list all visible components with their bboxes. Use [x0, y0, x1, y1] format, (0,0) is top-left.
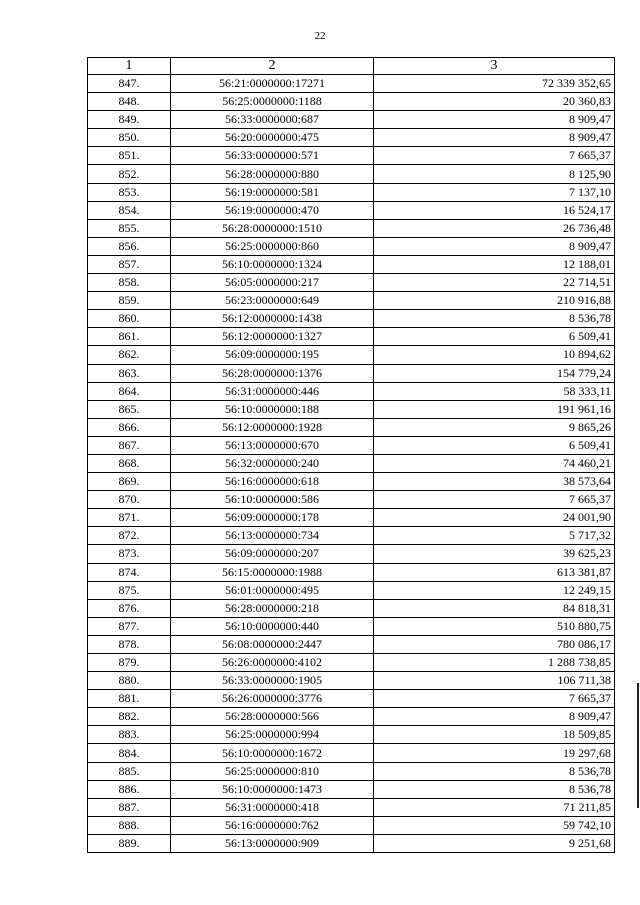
- row-number: 864.: [88, 382, 171, 400]
- table-row: [88, 418, 615, 436]
- cadastral-value: 19 297,68: [374, 744, 615, 762]
- cadastral-value: 74 460,21: [374, 454, 615, 472]
- table-row: [88, 780, 615, 798]
- cadastral-value: 6 509,41: [374, 328, 615, 346]
- table-row: [88, 834, 615, 852]
- cadastral-value: 7 665,37: [374, 147, 615, 165]
- cadastral-number: 56:26:0000000:3776: [171, 690, 374, 708]
- table-row: [88, 527, 615, 545]
- cadastral-value: 106 711,38: [374, 672, 615, 690]
- cadastral-value: 38 573,64: [374, 473, 615, 491]
- column-header-2: 2: [171, 58, 374, 75]
- cadastral-number: 56:09:0000000:195: [171, 346, 374, 364]
- cadastral-value: 780 086,17: [374, 635, 615, 653]
- row-number: 865.: [88, 400, 171, 418]
- cadastral-number: 56:33:0000000:571: [171, 147, 374, 165]
- cadastral-number: 56:01:0000000:495: [171, 581, 374, 599]
- cadastral-value: 613 381,87: [374, 563, 615, 581]
- table-row: [88, 400, 615, 418]
- cadastral-value: 18 509,85: [374, 726, 615, 744]
- row-number: 847.: [88, 75, 171, 93]
- table-row: [88, 816, 615, 834]
- table-row: [88, 726, 615, 744]
- row-number: 867.: [88, 436, 171, 454]
- cadastral-value: 12 249,15: [374, 581, 615, 599]
- table-row: [88, 798, 615, 816]
- cadastral-number: 56:10:0000000:188: [171, 400, 374, 418]
- row-number: 881.: [88, 690, 171, 708]
- table-row: [88, 744, 615, 762]
- cadastral-value: 7 665,37: [374, 690, 615, 708]
- cadastral-value: 210 916,88: [374, 292, 615, 310]
- cadastral-number: 56:10:0000000:1473: [171, 780, 374, 798]
- table-row: [88, 454, 615, 472]
- table-row: [88, 672, 615, 690]
- row-number: 853.: [88, 183, 171, 201]
- cadastral-number: 56:28:0000000:566: [171, 708, 374, 726]
- row-number: 874.: [88, 563, 171, 581]
- table-row: [88, 617, 615, 635]
- row-number: 863.: [88, 364, 171, 382]
- row-number: 852.: [88, 165, 171, 183]
- row-number: 888.: [88, 816, 171, 834]
- cadastral-number: 56:21:0000000:17271: [171, 75, 374, 93]
- table-row: [88, 183, 615, 201]
- table-row: [88, 310, 615, 328]
- column-header-1: 1: [88, 58, 171, 75]
- cadastral-value: 9 251,68: [374, 834, 615, 852]
- cadastral-value: 191 961,16: [374, 400, 615, 418]
- table-row: [88, 509, 615, 527]
- table-row: [88, 129, 615, 147]
- row-number: 849.: [88, 111, 171, 129]
- cadastral-value: 8 909,47: [374, 237, 615, 255]
- row-number: 871.: [88, 509, 171, 527]
- cadastral-number: 56:19:0000000:470: [171, 201, 374, 219]
- table-row: [88, 346, 615, 364]
- row-number: 882.: [88, 708, 171, 726]
- row-number: 868.: [88, 454, 171, 472]
- row-number: 858.: [88, 274, 171, 292]
- row-number: 884.: [88, 744, 171, 762]
- cadastral-number: 56:10:0000000:586: [171, 491, 374, 509]
- table-row: [88, 581, 615, 599]
- row-number: 861.: [88, 328, 171, 346]
- cadastral-number: 56:31:0000000:446: [171, 382, 374, 400]
- cadastral-number: 56:25:0000000:1188: [171, 93, 374, 111]
- cadastral-value: 58 333,11: [374, 382, 615, 400]
- table-row: [88, 292, 615, 310]
- cadastral-number: 56:16:0000000:762: [171, 816, 374, 834]
- table-row: [88, 491, 615, 509]
- cadastral-number: 56:09:0000000:207: [171, 545, 374, 563]
- table-row: [88, 237, 615, 255]
- row-number: 848.: [88, 93, 171, 111]
- row-number: 879.: [88, 654, 171, 672]
- cadastral-number: 56:32:0000000:240: [171, 454, 374, 472]
- row-number: 886.: [88, 780, 171, 798]
- cadastral-number: 56:09:0000000:178: [171, 509, 374, 527]
- table-row: [88, 473, 615, 491]
- page-number: 22: [314, 30, 326, 42]
- cadastral-value: 71 211,85: [374, 798, 615, 816]
- table-row: [88, 274, 615, 292]
- row-number: 862.: [88, 346, 171, 364]
- cadastral-value: 12 188,01: [374, 255, 615, 273]
- table-row: [88, 563, 615, 581]
- table-row: [88, 147, 615, 165]
- cadastral-number: 56:13:0000000:909: [171, 834, 374, 852]
- table-row: [88, 165, 615, 183]
- cadastral-value: 24 001,90: [374, 509, 615, 527]
- row-number: 877.: [88, 617, 171, 635]
- cadastral-value: 26 736,48: [374, 219, 615, 237]
- cadastral-value: 59 742,10: [374, 816, 615, 834]
- cadastral-value: 8 909,47: [374, 111, 615, 129]
- cadastral-number: 56:12:0000000:1438: [171, 310, 374, 328]
- cadastral-value: 72 339 352,65: [374, 75, 615, 93]
- row-number: 869.: [88, 473, 171, 491]
- row-number: 876.: [88, 599, 171, 617]
- table-row: [88, 219, 615, 237]
- table-row: [88, 545, 615, 563]
- cadastral-number: 56:16:0000000:618: [171, 473, 374, 491]
- row-number: 883.: [88, 726, 171, 744]
- cadastral-value: 20 360,83: [374, 93, 615, 111]
- cadastral-number: 56:33:0000000:1905: [171, 672, 374, 690]
- cadastral-number: 56:13:0000000:734: [171, 527, 374, 545]
- cadastral-value: 22 714,51: [374, 274, 615, 292]
- row-number: 866.: [88, 418, 171, 436]
- row-number: 887.: [88, 798, 171, 816]
- cadastral-number: 56:28:0000000:880: [171, 165, 374, 183]
- row-number: 873.: [88, 545, 171, 563]
- cadastral-number: 56:12:0000000:1928: [171, 418, 374, 436]
- cadastral-value: 16 524,17: [374, 201, 615, 219]
- table-row: [88, 75, 615, 93]
- row-number: 857.: [88, 255, 171, 273]
- row-number: 885.: [88, 762, 171, 780]
- table-row: [88, 93, 615, 111]
- cadastral-number: 56:28:0000000:1376: [171, 364, 374, 382]
- cadastral-value: 7 137,10: [374, 183, 615, 201]
- scan-edge-mark: [637, 683, 639, 808]
- table-row: [88, 255, 615, 273]
- cadastral-value: 510 880,75: [374, 617, 615, 635]
- table-row: [88, 708, 615, 726]
- cadastral-number: 56:10:0000000:440: [171, 617, 374, 635]
- cadastral-number: 56:15:0000000:1988: [171, 563, 374, 581]
- cadastral-value: 8 536,78: [374, 310, 615, 328]
- cadastral-value: 39 625,23: [374, 545, 615, 563]
- table-row: [88, 328, 615, 346]
- table-row: [88, 690, 615, 708]
- cadastral-number: 56:25:0000000:860: [171, 237, 374, 255]
- cadastral-number: 56:26:0000000:4102: [171, 654, 374, 672]
- cadastral-number: 56:25:0000000:810: [171, 762, 374, 780]
- row-number: 859.: [88, 292, 171, 310]
- row-number: 855.: [88, 219, 171, 237]
- cadastral-value: 8 125,90: [374, 165, 615, 183]
- row-number: 875.: [88, 581, 171, 599]
- table-body: [88, 75, 615, 853]
- cadastral-number: 56:19:0000000:581: [171, 183, 374, 201]
- row-number: 850.: [88, 129, 171, 147]
- row-number: 860.: [88, 310, 171, 328]
- cadastral-value: 7 665,37: [374, 491, 615, 509]
- table-row: [88, 599, 615, 617]
- cadastral-value: 5 717,32: [374, 527, 615, 545]
- cadastral-value: 1 288 738,85: [374, 654, 615, 672]
- table-row: [88, 762, 615, 780]
- cadastral-value: 8 536,78: [374, 780, 615, 798]
- cadastral-value: 84 818,31: [374, 599, 615, 617]
- cadastral-value: 8 536,78: [374, 762, 615, 780]
- table-row: [88, 436, 615, 454]
- cadastral-number: 56:28:0000000:1510: [171, 219, 374, 237]
- cadastral-value: 6 509,41: [374, 436, 615, 454]
- cadastral-number: 56:10:0000000:1324: [171, 255, 374, 273]
- cadastral-value-table: [87, 57, 615, 853]
- row-number: 878.: [88, 635, 171, 653]
- row-number: 856.: [88, 237, 171, 255]
- column-header-3: 3: [374, 58, 615, 75]
- cadastral-number: 56:31:0000000:418: [171, 798, 374, 816]
- table-row: [88, 654, 615, 672]
- row-number: 851.: [88, 147, 171, 165]
- cadastral-value: 10 894,62: [374, 346, 615, 364]
- cadastral-number: 56:05:0000000:217: [171, 274, 374, 292]
- table-row: [88, 635, 615, 653]
- table-row: [88, 382, 615, 400]
- cadastral-value: 9 865,26: [374, 418, 615, 436]
- cadastral-number: 56:33:0000000:687: [171, 111, 374, 129]
- cadastral-number: 56:25:0000000:994: [171, 726, 374, 744]
- row-number: 870.: [88, 491, 171, 509]
- cadastral-number: 56:12:0000000:1327: [171, 328, 374, 346]
- table-row: [88, 364, 615, 382]
- cadastral-value: 8 909,47: [374, 129, 615, 147]
- table-row: [88, 201, 615, 219]
- row-number: 854.: [88, 201, 171, 219]
- cadastral-value: 8 909,47: [374, 708, 615, 726]
- cadastral-number: 56:28:0000000:218: [171, 599, 374, 617]
- table-header-row: [88, 58, 615, 75]
- cadastral-number: 56:20:0000000:475: [171, 129, 374, 147]
- row-number: 889.: [88, 834, 171, 852]
- cadastral-number: 56:23:0000000:649: [171, 292, 374, 310]
- table-row: [88, 111, 615, 129]
- row-number: 880.: [88, 672, 171, 690]
- row-number: 872.: [88, 527, 171, 545]
- cadastral-number: 56:10:0000000:1672: [171, 744, 374, 762]
- cadastral-number: 56:08:0000000:2447: [171, 635, 374, 653]
- cadastral-value: 154 779,24: [374, 364, 615, 382]
- cadastral-number: 56:13:0000000:670: [171, 436, 374, 454]
